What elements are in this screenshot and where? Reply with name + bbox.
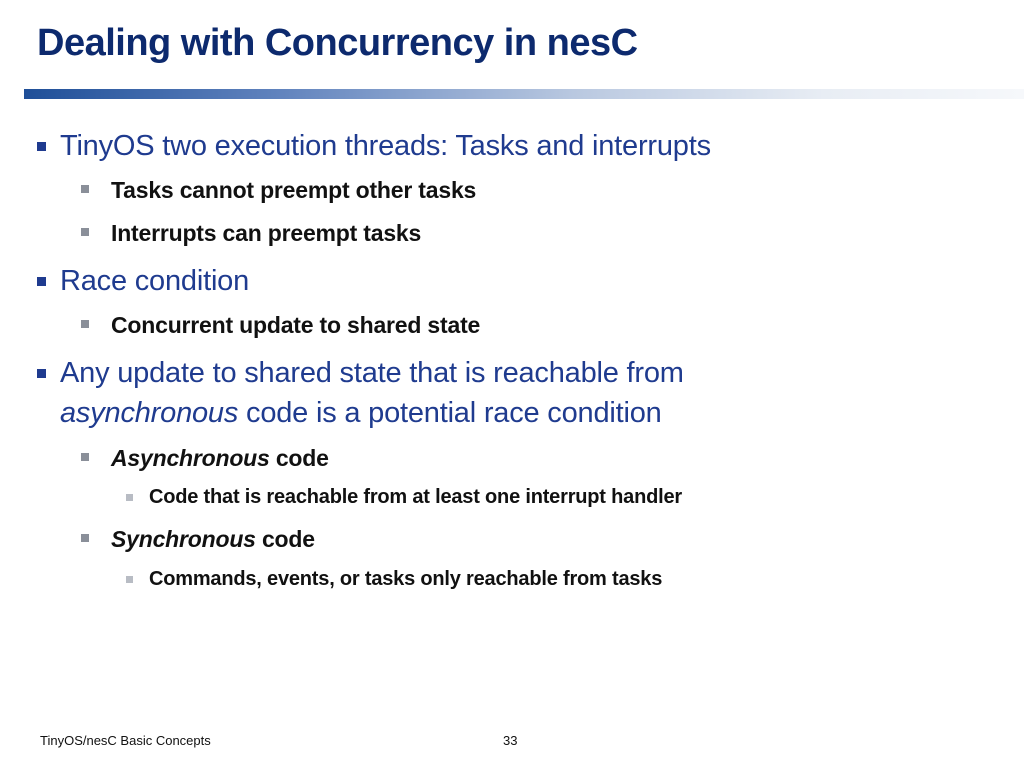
- sub-bullet-square-icon: [81, 228, 89, 236]
- emphasis-synchronous-term: Synchronous: [111, 526, 256, 552]
- bullet-synchronous-code-rest: code: [255, 526, 315, 552]
- bullet-interrupts-preempt: Interrupts can preempt tasks: [111, 220, 422, 246]
- slide-title: Dealing with Concurrency in nesC: [37, 22, 638, 64]
- bullet-execution-threads: TinyOS two execution threads: Tasks and interrupts: [60, 130, 711, 162]
- bullet-any-update-line2: [60, 397, 662, 430]
- bullet-sync-definition: Commands, events, or tasks only reachable from tasks: [149, 568, 663, 590]
- bullet-square-icon: [37, 369, 46, 378]
- emphasis-asynchronous: asynchronous: [60, 397, 239, 429]
- bullet-tasks-no-preempt: Tasks cannot preempt other tasks: [111, 177, 477, 203]
- bullet-synchronous-code: [111, 526, 315, 553]
- footer-page-number: 33: [503, 733, 518, 748]
- sub-bullet-square-icon: [81, 534, 89, 542]
- sub-bullet-square-icon: [81, 185, 89, 193]
- emphasis-asynchronous-term: Asynchronous: [111, 445, 270, 471]
- bullet-asynchronous-code-rest: code: [269, 445, 329, 471]
- bullet-any-update-line2-rest: code is a potential race condition: [238, 397, 662, 429]
- sub-sub-bullet-square-icon: [126, 494, 133, 501]
- bullet-square-icon: [37, 142, 46, 151]
- sub-sub-bullet-square-icon: [126, 576, 133, 583]
- bullet-square-icon: [37, 277, 46, 286]
- footer-deck-title: TinyOS/nesC Basic Concepts: [40, 733, 211, 748]
- sub-bullet-square-icon: [81, 453, 89, 461]
- bullet-async-definition: Code that is reachable from at least one interrupt handler: [149, 486, 682, 508]
- sub-bullet-square-icon: [81, 320, 89, 328]
- bullet-asynchronous-code: [111, 445, 329, 472]
- bullet-any-update-line1: Any update to shared state that is reachable from: [60, 357, 684, 389]
- bullet-concurrent-update: Concurrent update to shared state: [111, 312, 481, 338]
- bullet-race-condition: Race condition: [60, 265, 250, 297]
